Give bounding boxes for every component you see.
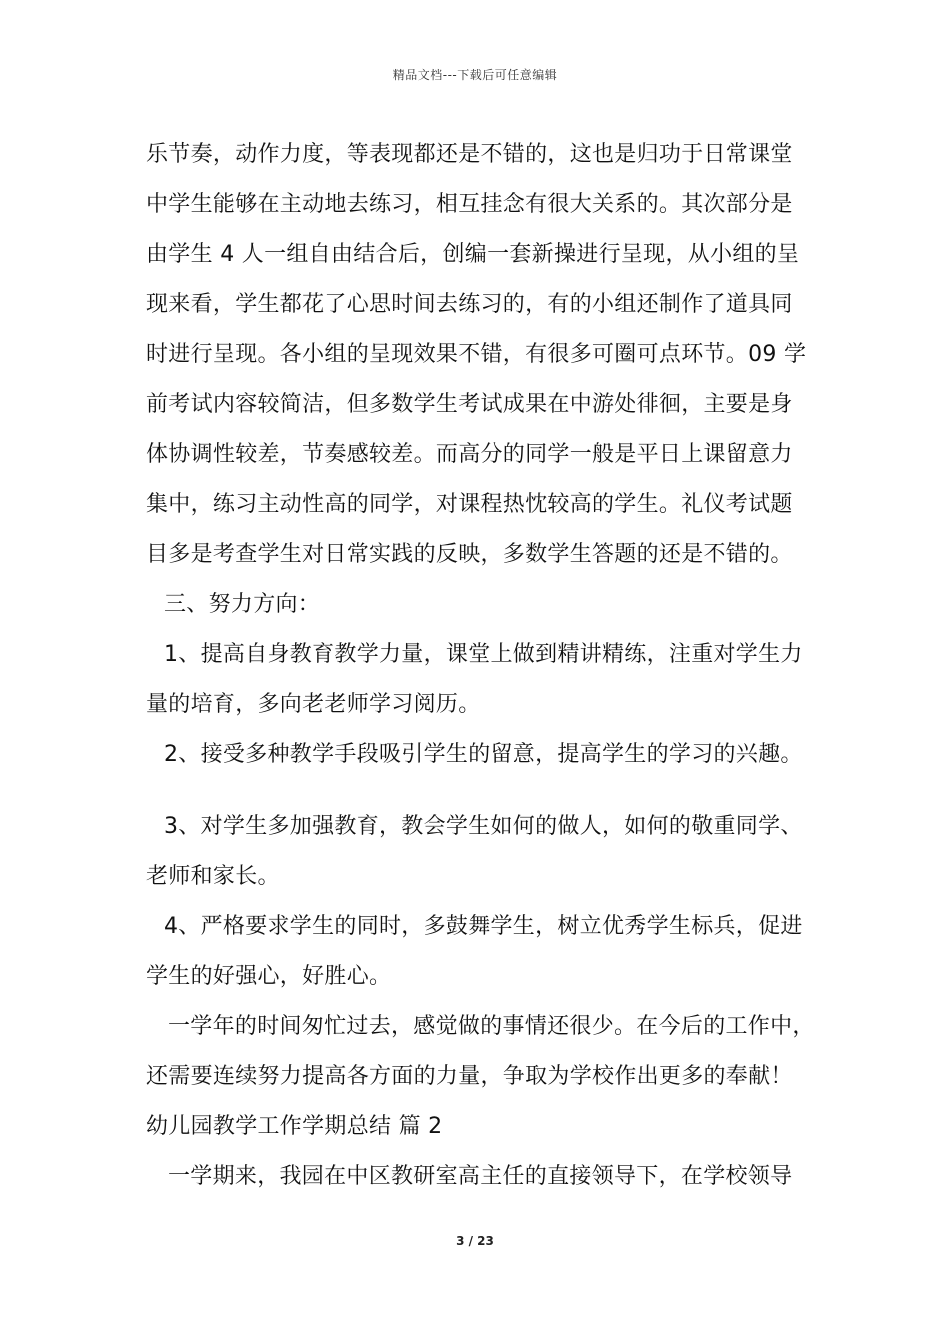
paragraph-line: 还需要连续努力提高各方面的力量，争取为学校作出更多的奉献！ [146,1064,793,1089]
list-item-continuation: 老师和家长。 [146,864,280,889]
paragraph-line: 中学生能够在主动地去练习，相互挂念有很大关系的。其次部分是 [146,192,793,217]
page-header: 精品文档---下载后可任意编辑 [392,68,558,82]
list-item: 1、提高自身教育教学力量，课堂上做到精讲精练，注重对学生力 [164,642,803,667]
section-heading: 三、努力方向： [164,592,321,617]
paragraph-line: 前考试内容较简洁，但多数学生考试成果在中游处徘徊，主要是身 [146,392,793,417]
spacer [146,780,826,802]
paragraph-line: 一学期来，我园在中区教研室高主任的直接领导下，在学校领导 [168,1164,793,1189]
list-item-continuation: 学生的好强心，好胜心。 [146,964,392,989]
paragraph-line: 一学年的时间匆忙过去，感觉做的事情还很少。在今后的工作中， [168,1014,815,1039]
paragraph-line: 集中，练习主动性高的同学，对课程热忱较高的学生。礼仪考试题 [146,492,793,517]
paragraph-line: 目多是考查学生对日常实践的反映，多数学生答题的还是不错的。 [146,542,793,567]
paragraph-line: 由学生 4 人一组自由结合后，创编一套新操进行呈现，从小组的呈 [146,242,800,267]
list-item: 4、严格要求学生的同时，多鼓舞学生，树立优秀学生标兵，促进 [164,914,803,939]
list-item: 2、接受多种教学手段吸引学生的留意，提高学生的学习的兴趣。 [164,742,803,767]
page-number: 3 / 23 [456,1234,494,1248]
paragraph-line: 乐节奏，动作力度，等表现都还是不错的，这也是归功于日常课堂 [146,142,793,167]
paragraph-line: 现来看，学生都花了心思时间去练习的，有的小组还制作了道具同 [146,292,793,317]
section-title: 幼儿园教学工作学期总结 篇 2 [146,1114,443,1139]
paragraph-line: 时进行呈现。各小组的呈现效果不错，有很多可圈可点环节。09 学 [146,342,807,367]
list-item-continuation: 量的培育，多向老老师学习阅历。 [146,692,481,717]
paragraph-line: 体协调性较差，节奏感较差。而高分的同学一般是平日上课留意力 [146,442,793,467]
list-item: 3、对学生多加强教育，教会学生如何的做人，如何的敬重同学、 [164,814,803,839]
document-body [146,130,826,1202]
